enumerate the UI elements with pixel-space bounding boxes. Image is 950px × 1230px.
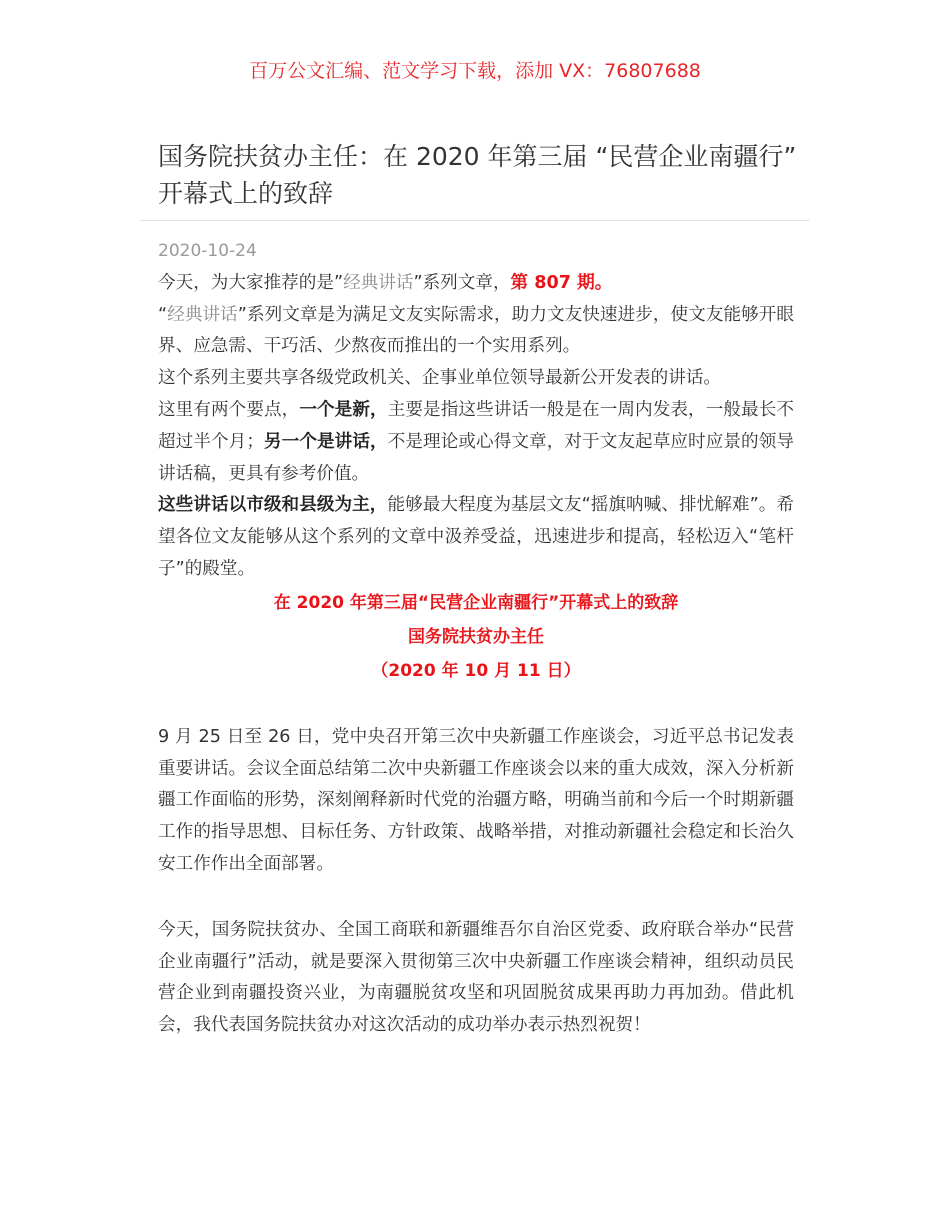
bold-text: 另一个是讲话， bbox=[263, 431, 388, 452]
body-paragraph: 今天，国务院扶贫办、全国工商联和新疆维吾尔自治区党委、政府联合举办“民营企业南疆行”活动，就是要深入贯彻第三次中央新疆工作座谈会精神，组织动员民营企业到南疆投资兴业，为南疆脱贫攻坚和巩固脱贫成果再助力再加劲。借此机会，我代表国务院扶贫办对这次活动的成功举办表示热烈祝贺！ bbox=[158, 919, 794, 1036]
series-name: 经典讲话 bbox=[167, 304, 238, 325]
text: 今天，为大家推荐的是” bbox=[158, 272, 344, 293]
body-paragraph: 9 月 25 日至 26 日，党中央召开第三次中央新疆工作座谈会，习近平总书记发表重要讲话。会议全面总结第二次中央新疆工作座谈会以来的重大成效，深入分析新疆工作面临的形势，深刻阐释新时代党的治疆方略，明确当前和今后一个时期新疆工作的指导思想、目标任务、方针政策、战略举措，对推动新疆社会稳定和长治久安工作作出全面部署。 bbox=[158, 726, 794, 874]
intro-paragraph bbox=[158, 300, 794, 364]
divider bbox=[140, 220, 810, 221]
intro-paragraph: 这个系列主要共享各级党政机关、企事业单位领导最新公开发表的讲话。 bbox=[158, 368, 722, 389]
intro-paragraph bbox=[158, 490, 794, 585]
bold-text: 一个是新， bbox=[299, 399, 388, 420]
speech-speaker: 国务院扶贫办主任 bbox=[408, 626, 544, 647]
issue-number: 第 807 期。 bbox=[510, 272, 613, 293]
text: ”系列文章是为满足文友实际需求，助力文友快速进步，使文友能够开眼界、应急需、干巧活、少熬夜而推出的一个实用系列。 bbox=[158, 304, 794, 357]
text: 主要是指这些讲话一般是在一周内发表，一般最长不超过半个月； bbox=[158, 399, 794, 452]
intro-paragraph bbox=[158, 268, 794, 300]
article-title: 国务院扶贫办主任：在 2020 年第三届 “民营企业南疆行” 开幕式上的致辞 bbox=[158, 142, 797, 208]
intro-paragraph bbox=[158, 395, 794, 490]
speech-date: （2020 年 10 月 11 日） bbox=[371, 660, 581, 681]
text: ”系列文章， bbox=[413, 272, 511, 293]
publish-date: 2020-10-24 bbox=[158, 241, 257, 261]
text: 能够最大程度为基层文友“摇旗呐喊、排忧解难”。希望各位文友能够从这个系列的文章中汲养受益，迅速进步和提高，轻松迈入“笔杆子”的殿堂。 bbox=[158, 495, 794, 579]
series-name: 经典讲话 bbox=[343, 272, 414, 293]
text: “ bbox=[158, 304, 168, 325]
text: 这里有两个要点， bbox=[158, 399, 300, 420]
download-banner: 百万公文汇编、范文学习下载，添加 VX：76807688 bbox=[249, 60, 701, 82]
bold-text: 这些讲话以市级和县级为主， bbox=[158, 495, 388, 516]
speech-heading: 在 2020 年第三届“民营企业南疆行”开幕式上的致辞 bbox=[273, 592, 679, 613]
text: 不是理论或心得文章，对于文友起草应时应景的领导讲话稿，更具有参考价值。 bbox=[158, 431, 794, 484]
article-content bbox=[158, 236, 794, 1042]
spacer bbox=[158, 688, 794, 722]
spacer bbox=[158, 881, 794, 915]
